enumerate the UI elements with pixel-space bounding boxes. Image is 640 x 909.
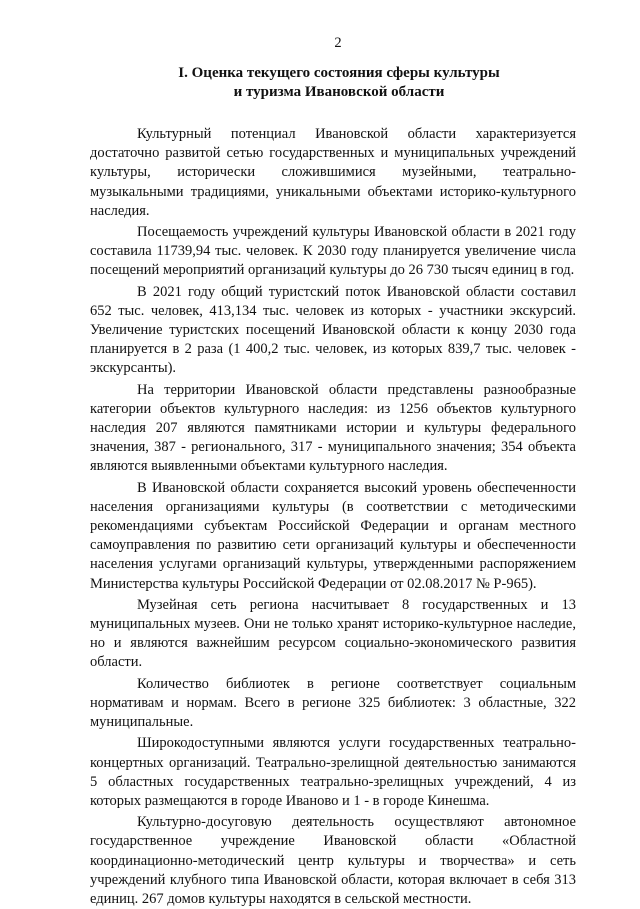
section-title-line-2: и туризма Ивановской области (233, 84, 445, 100)
paragraph-cultural-leisure: Культурно-досуговую деятельность осуществляют автономное государственное учреждение Ивановской области «Областной координационно-методический центр культуры и творчества» и сеть учреждений клубного типа Ивановской области, которая включает в себя 313 единиц. 267 домов культуры находятся в сельской местности. (90, 814, 576, 907)
page-number: 2 (334, 35, 342, 51)
paragraph-cultural-potential: Культурный потенциал Ивановской области характеризуется достаточно развитой сетью государственных и муниципальных учреждений культуры, исторически сложившимися музейными, театрально-музыкальными традициями, уникальными объектами историко-культурного наследия. (90, 126, 576, 219)
paragraph-provision-level: В Ивановской области сохраняется высокий уровень обеспеченности населения организациями культуры (в соответствии с методическими рекомендациями субъектам Российской Федерации и органам местного самоуправления по развитию сети организаций культуры и обеспеченности населения услугами организаций культуры, утвержденными распоряжением Министерства культуры Российской Федерации от 02.08.2017 № Р-965). (90, 479, 576, 592)
paragraph-museum-network: Музейная сеть региона насчитывает 8 государственных и 13 муниципальных музеев. Они не только хранят историко-культурное наследие, но и являются важнейшим ресурсом социально-экономического развития области. (90, 596, 576, 671)
section-title-line-1: I. Оценка текущего состояния сферы культуры (178, 65, 500, 81)
paragraph-attendance: Посещаемость учреждений культуры Ивановской области в 2021 году составила 11739,94 тыс. человек. К 2030 году планируется увеличение числа посещений мероприятий организаций культуры до 26 730 тысяч единиц в год. (90, 224, 576, 279)
paragraph-heritage-objects: На территории Ивановской области представлены разнообразные категории объектов культурного наследия: из 1256 объектов культурного наследия 207 являются памятниками истории и культуры федерального значения, 387 - регионального, 317 - муниципального значения; 354 объекта являются выявленными объектами культурного наследия. (90, 381, 576, 475)
document-body (90, 125, 576, 909)
paragraph-libraries: Количество библиотек в регионе соответствует социальным нормативам и нормам. Всего в регионе 325 библиотек: 3 областные, 322 муниципальные. (90, 675, 576, 731)
paragraph-tourist-flow: В 2021 году общий туристский поток Ивановской области составил 652 тыс. человек, 413,134 тыс. человек из которых - участники экскурсий. Увеличение туристских посещений Ивановской области к концу 2030 года планируется в 2 раза (1 400,2 тыс. человек, из которых 839,7 тыс. человек - экскурсанты). (90, 283, 576, 377)
paragraph-theatres: Широкодоступными являются услуги государственных театрально-концертных организаций. Театрально-зрелищной деятельностью занимаются 5 областных государственных театрально-зрелищных учреждений, 4 из которых размещаются в городе Иваново и 1 - в городе Кинешма. (90, 735, 576, 809)
section-title (90, 64, 576, 102)
